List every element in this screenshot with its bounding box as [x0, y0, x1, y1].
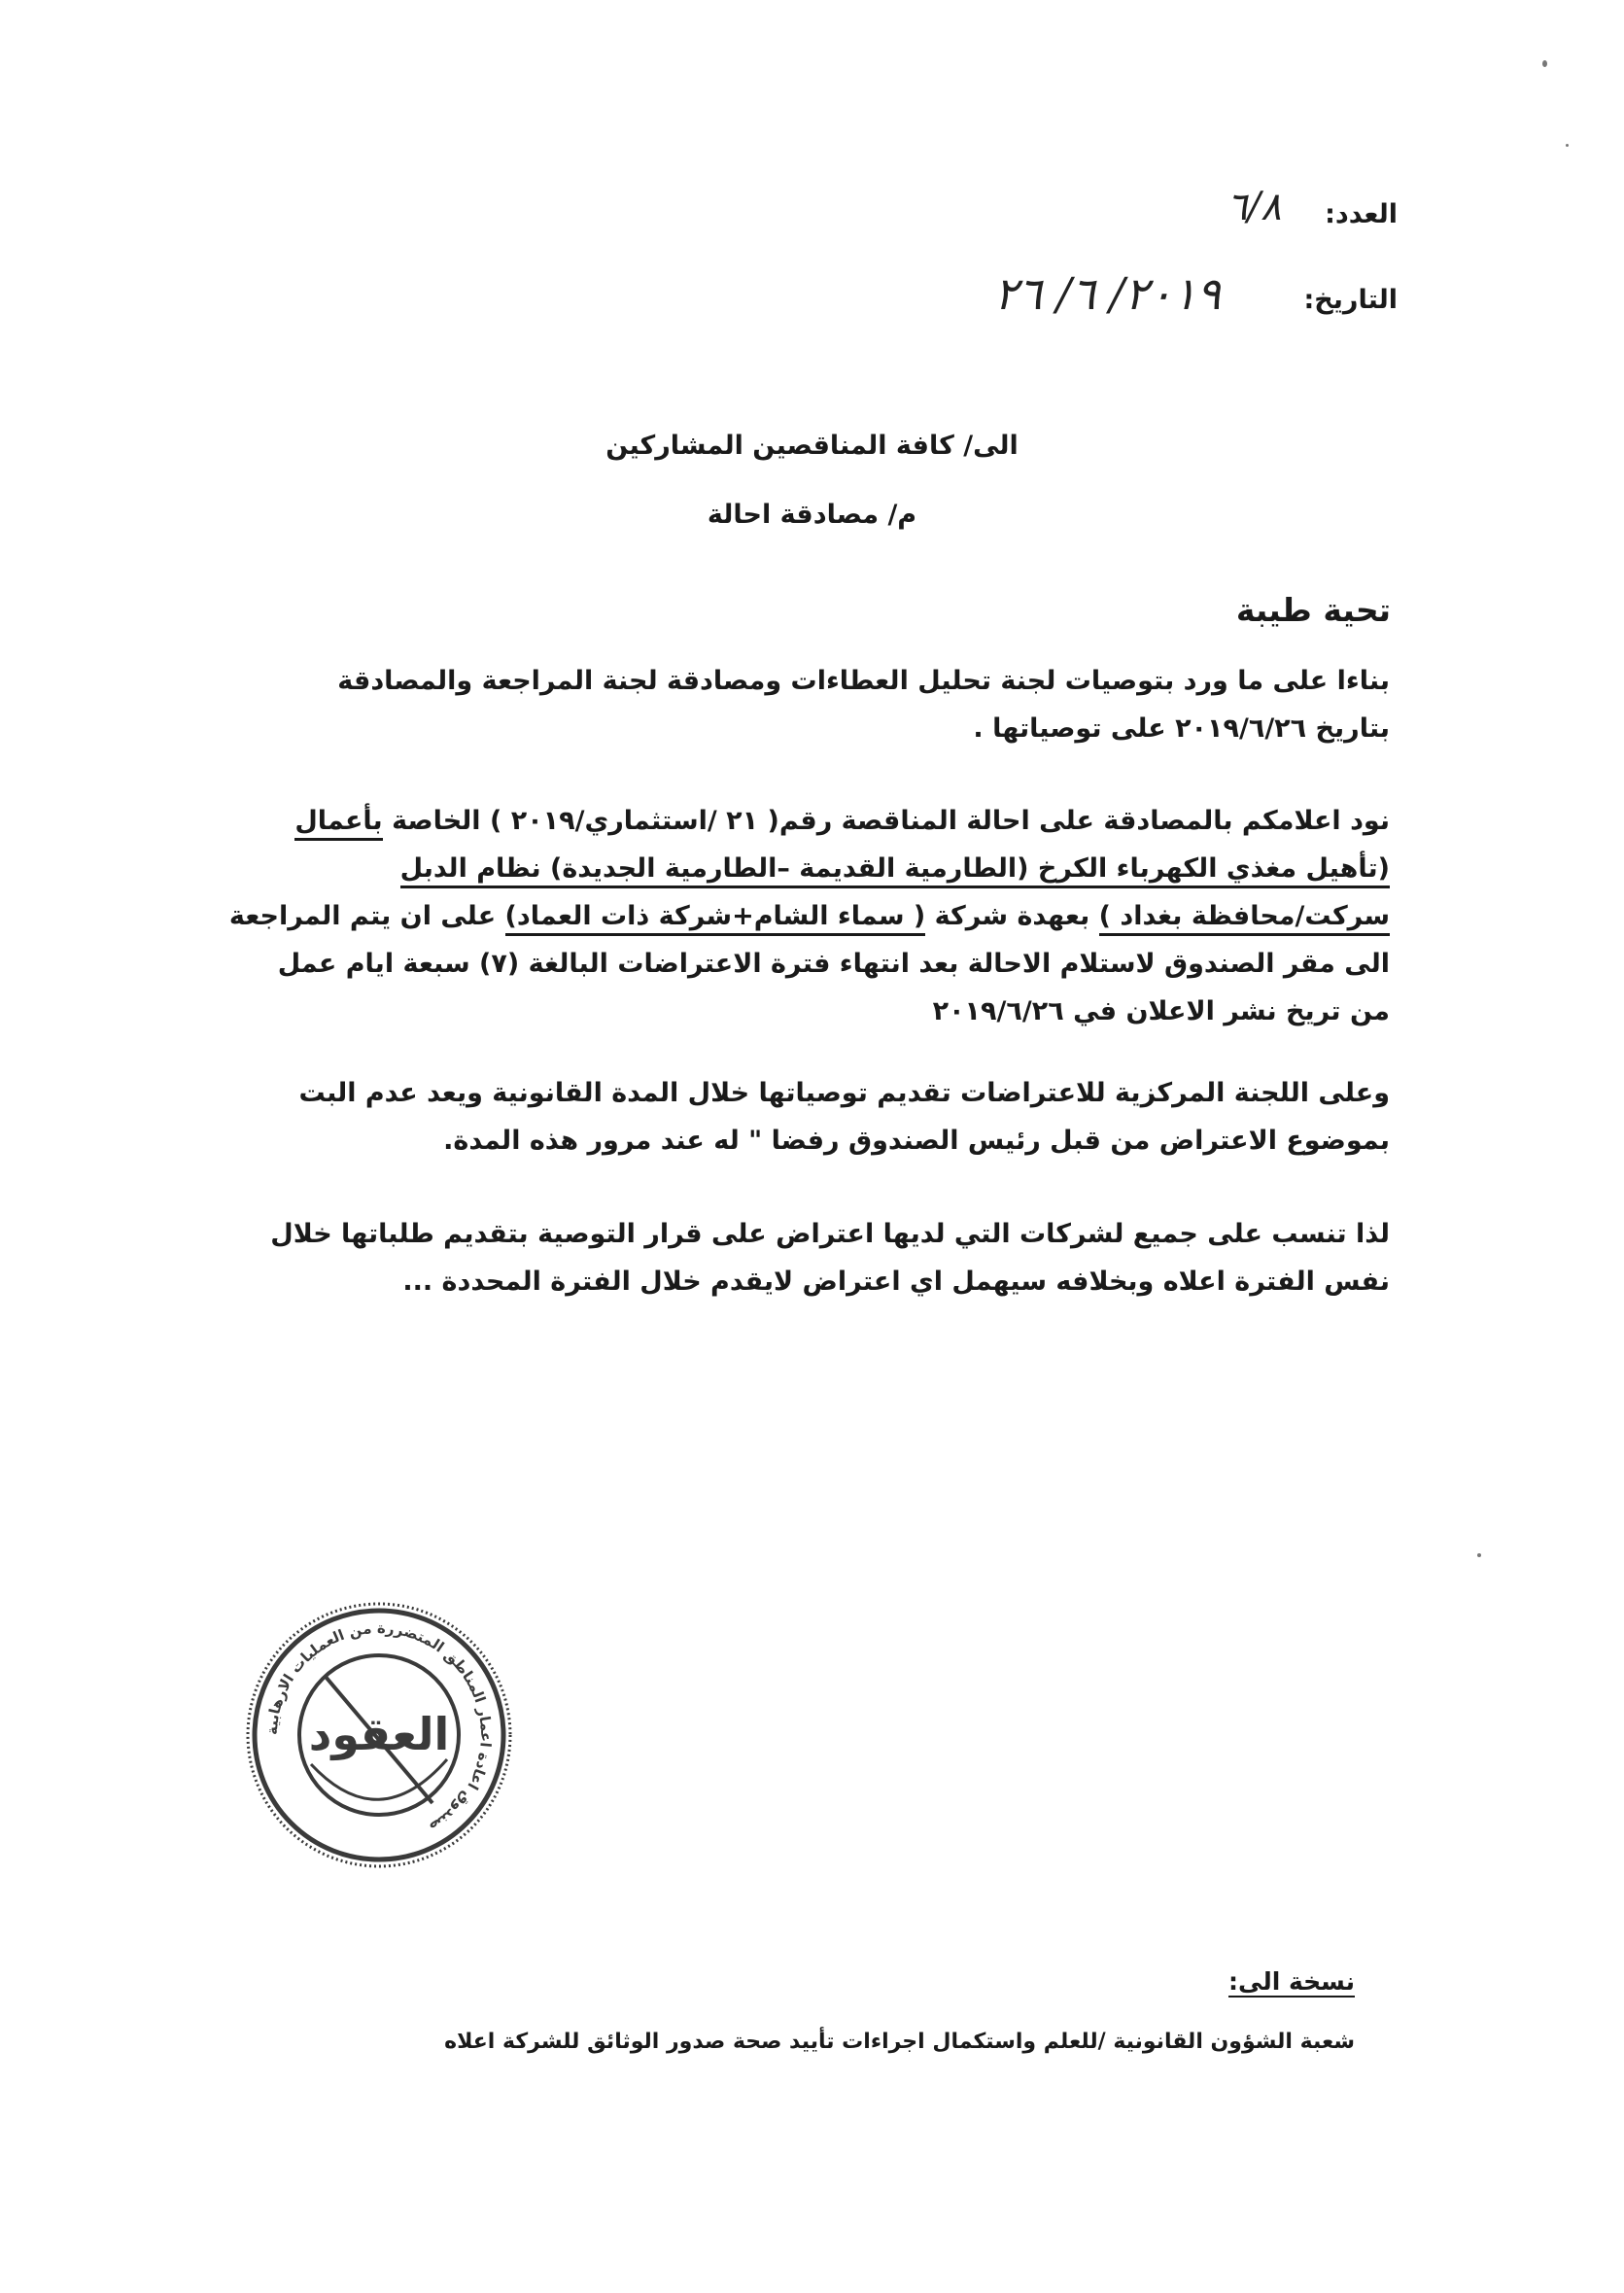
date-label: التاريخ:: [1303, 285, 1398, 315]
paragraph-objections-committee: [298, 1069, 1390, 1164]
cc-heading: [1228, 1967, 1355, 1996]
company-intro-text: بعهدة شركة: [934, 901, 1090, 931]
cc-label: نسخة الى:: [1228, 1967, 1355, 1996]
scan-speck: [1542, 60, 1547, 67]
paragraph-line: نفس الفترة اعلاه وبخلافه سيهمل اي اعتراض لايقدم خلال الفترة المحددة ...: [402, 1267, 1390, 1297]
scan-speck: [1477, 1553, 1481, 1557]
number-label: العدد:: [1325, 199, 1398, 229]
letter-number-value: ٦/٨: [1227, 185, 1282, 229]
paragraph-line: وعلى اللجنة المركزية للاعتراضات تقديم توصياتها خلال المدة القانونية ويعد عدم البت: [298, 1078, 1390, 1108]
paragraph-line: بموضوع الاعتراض من قبل رئيس الصندوق رفضا " له عند مرور هذه المدة.: [443, 1126, 1390, 1156]
company-names-underlined: ( سماء الشام+شركة ذات العماد): [505, 901, 926, 936]
award-intro-text: نود اعلامكم بالمصادقة على احالة المناقصة رقم( ٢١ /استثماري/٢٠١٩ ) الخاصة: [392, 806, 1390, 836]
paragraph-line: بناءا على ما ورد بتوصيات لجنة تحليل العطاءات ومصادقة لجنة المراجعة والمصادقة: [337, 666, 1390, 696]
paragraph-line: [277, 797, 1390, 845]
subject-line: م/ مصادقة احالة: [707, 500, 917, 530]
greeting: تحية طيبة: [1235, 591, 1391, 629]
paragraph-award: [228, 797, 1390, 1035]
paragraph-line: الى مقر الصندوق لاستلام الاحالة بعد انتهاء فترة الاعتراضات البالغة (٧) سبعة ايام عمل: [277, 949, 1390, 979]
recipient-line: الى/ كافة المناقصين المشاركين: [605, 431, 1019, 461]
letter-number-row: [1325, 199, 1398, 229]
paragraph-line: [277, 845, 1390, 892]
scan-speck: [1566, 144, 1569, 147]
stamp-seal-icon: [238, 1594, 520, 1876]
paragraph-line: من تريخ نشر الاعلان في ٢٠١٩/٦/٢٦: [932, 996, 1390, 1026]
paragraph-line: [228, 892, 1390, 940]
contracts-stamp: [238, 1594, 520, 1876]
paragraph-line: بتاريخ ٢٠١٩/٦/٢٦ على توصياتها .: [973, 713, 1390, 744]
letter-date-row: [1304, 285, 1399, 315]
project-location-underlined: سركت/محافظة بغداد ): [1099, 901, 1390, 936]
paragraph-resolution: [321, 657, 1390, 752]
paragraph-objection-deadline: [270, 1210, 1390, 1305]
paragraph-line: لذا تنسب على جميع لشركات التي لديها اعتراض على قرار التوصية بتقديم طلباتها خلال: [270, 1219, 1390, 1249]
letter-date-value: ٢٠١٩/ ٦/ ٢٦: [993, 267, 1221, 320]
stamp-ring-text: صندوق اعادة اعمار المناطق المتضررة من العمليات الارهابية: [262, 1618, 496, 1837]
cc-line: شعبة الشؤون القانونية /للعلم واستكمال اجراءات تأييد صحة صدور الوثائق للشركة اعلاه: [444, 2030, 1355, 2054]
project-title-underlined: (تأهيل مغذي الكهرباء الكرخ (الطارمية القديمة –الطارمية الجديدة) نظام الدبل: [400, 853, 1390, 888]
works-underlined: بأعمال: [294, 806, 382, 841]
stamp-center-text: العقود: [308, 1708, 450, 1760]
review-condition-text: على ان يتم المراجعة: [228, 901, 497, 931]
